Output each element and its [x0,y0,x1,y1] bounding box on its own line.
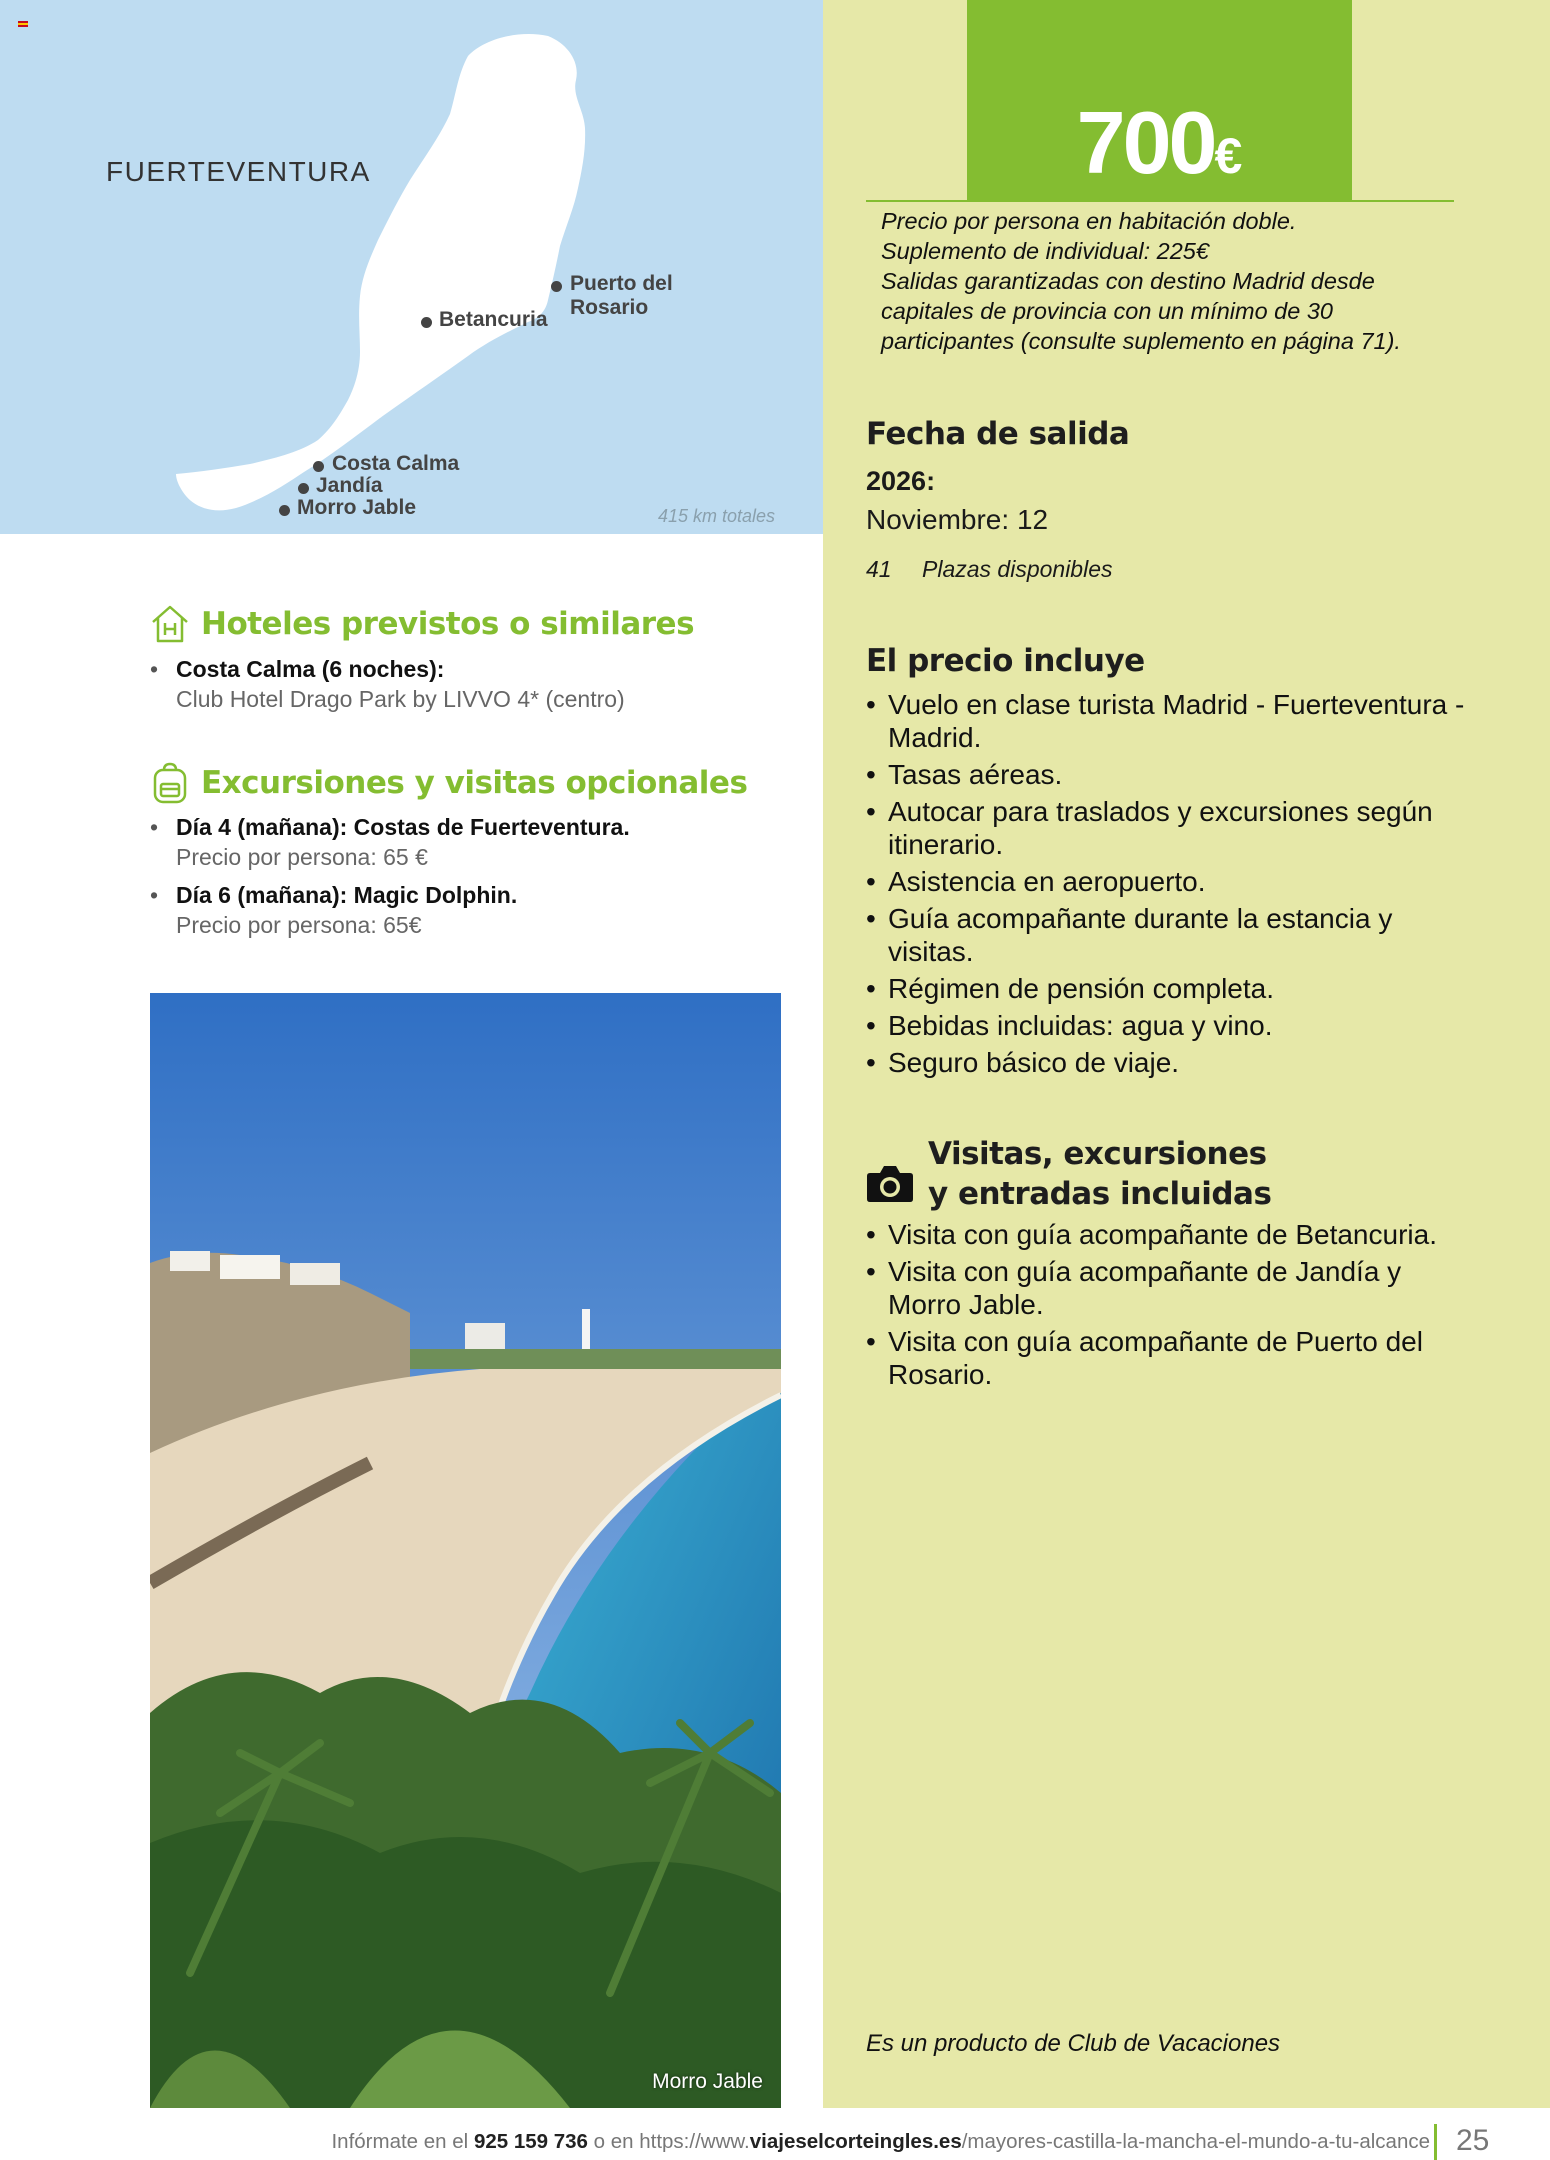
footer-divider [1434,2124,1437,2160]
town-morro-jable: Morro Jable [297,496,417,519]
town-dot [298,483,309,494]
flag-icon [18,21,28,27]
price-note: Suplemento de individual: 225€ [881,238,1209,264]
visits-list [866,1218,1466,1395]
map [0,0,823,534]
town-dot [313,461,324,472]
page-number: 25 [1456,2124,1490,2157]
town-jandia: Jandía [316,474,383,497]
list-item: • Régimen de pensión completa. [866,972,1466,1005]
departure-year: 2026: [866,466,936,496]
website-link[interactable]: viajeselcorteingles.es [749,2130,962,2153]
photo-caption: Morro Jable [652,2070,763,2093]
list-item: • Vuelo en clase turista Madrid - Fuerteventura - Madrid. [866,688,1466,754]
backpack-icon [152,762,188,804]
price-note: Precio por persona en habitación doble. [881,208,1297,234]
list-item: • Guía acompañante durante la estancia y visitas. [866,902,1466,968]
map-title: FUERTEVENTURA [106,156,371,187]
list-item: • Día 6 (mañana): Magic Dolphin. Precio por persona: 65€ [150,880,790,940]
town-dot [551,281,562,292]
town-dot [421,317,432,328]
camera-icon [866,1163,914,1203]
hotel-icon [150,604,190,644]
distance-note: 415 km totales [658,506,776,526]
town-betancuria: Betancuria [439,308,548,331]
list-item: • Seguro básico de viaje. [866,1046,1466,1079]
list-item: • Tasas aéreas. [866,758,1466,791]
list-item: • Día 4 (mañana): Costas de Fuerteventura. Precio por persona: 65 € [150,812,790,872]
product-note: Es un producto de Club de Vacaciones [866,2030,1281,2057]
departure-heading: Fecha de salida [866,416,1130,452]
price-amount: 700 [1076,93,1215,192]
seats-label: Plazas disponibles [922,556,1113,582]
phone-number: 925 159 736 [473,2130,588,2153]
excursions-list [150,812,790,948]
excursions-heading: Excursiones y visitas opcionales [201,765,748,801]
visits-heading: Visitas, excursiones y entradas incluidas [928,1136,1272,1212]
town-puerto-del-rosario: Puerto del Rosario [570,272,673,319]
list-item: • Visita con guía acompañante de Jandía y Morro Jable. [866,1255,1466,1321]
list-item: • Autocar para traslados y excursiones según itinerario. [866,795,1466,861]
price-note: capitales de provincia con un mínimo de 30 [881,298,1333,324]
price-notes [881,206,1441,356]
list-item: • Bebidas incluidas: agua y vino. [866,1009,1466,1042]
seats-count: 41 [866,556,892,582]
price-note: Salidas garantizadas con destino Madrid desde [881,268,1375,294]
list-item: • Visita con guía acompañante de Betancuria. [866,1218,1466,1251]
list-item: • Costa Calma (6 noches): Club Hotel Drago Park by LIVVO 4* (centro) [150,654,750,714]
hotels-list [150,654,750,722]
includes-list [866,688,1466,1083]
hotels-heading: Hoteles previstos o similares [201,606,695,642]
price-note: participantes (consulte suplemento en página 71). [881,328,1401,354]
price-currency: € [1214,128,1243,184]
town-costa-calma: Costa Calma [332,452,460,475]
price-divider [866,200,1454,202]
list-item: • Asistencia en aeropuerto. [866,865,1466,898]
list-item: • Visita con guía acompañante de Puerto del Rosario. [866,1325,1466,1391]
town-dot [279,505,290,516]
beach-illustration [150,993,781,2108]
departure-month: Noviembre: 12 [866,504,1049,535]
footer-info: Infórmate en el 925 159 736 o en https://www.viajeselcorteingles.es/mayores-castilla-la-mancha-el-mundo-a-tu-alcance [331,2130,1430,2153]
seats-available [866,556,1113,583]
price [967,92,1352,194]
includes-heading: El precio incluye [866,643,1145,679]
beach-photo [150,993,781,2108]
